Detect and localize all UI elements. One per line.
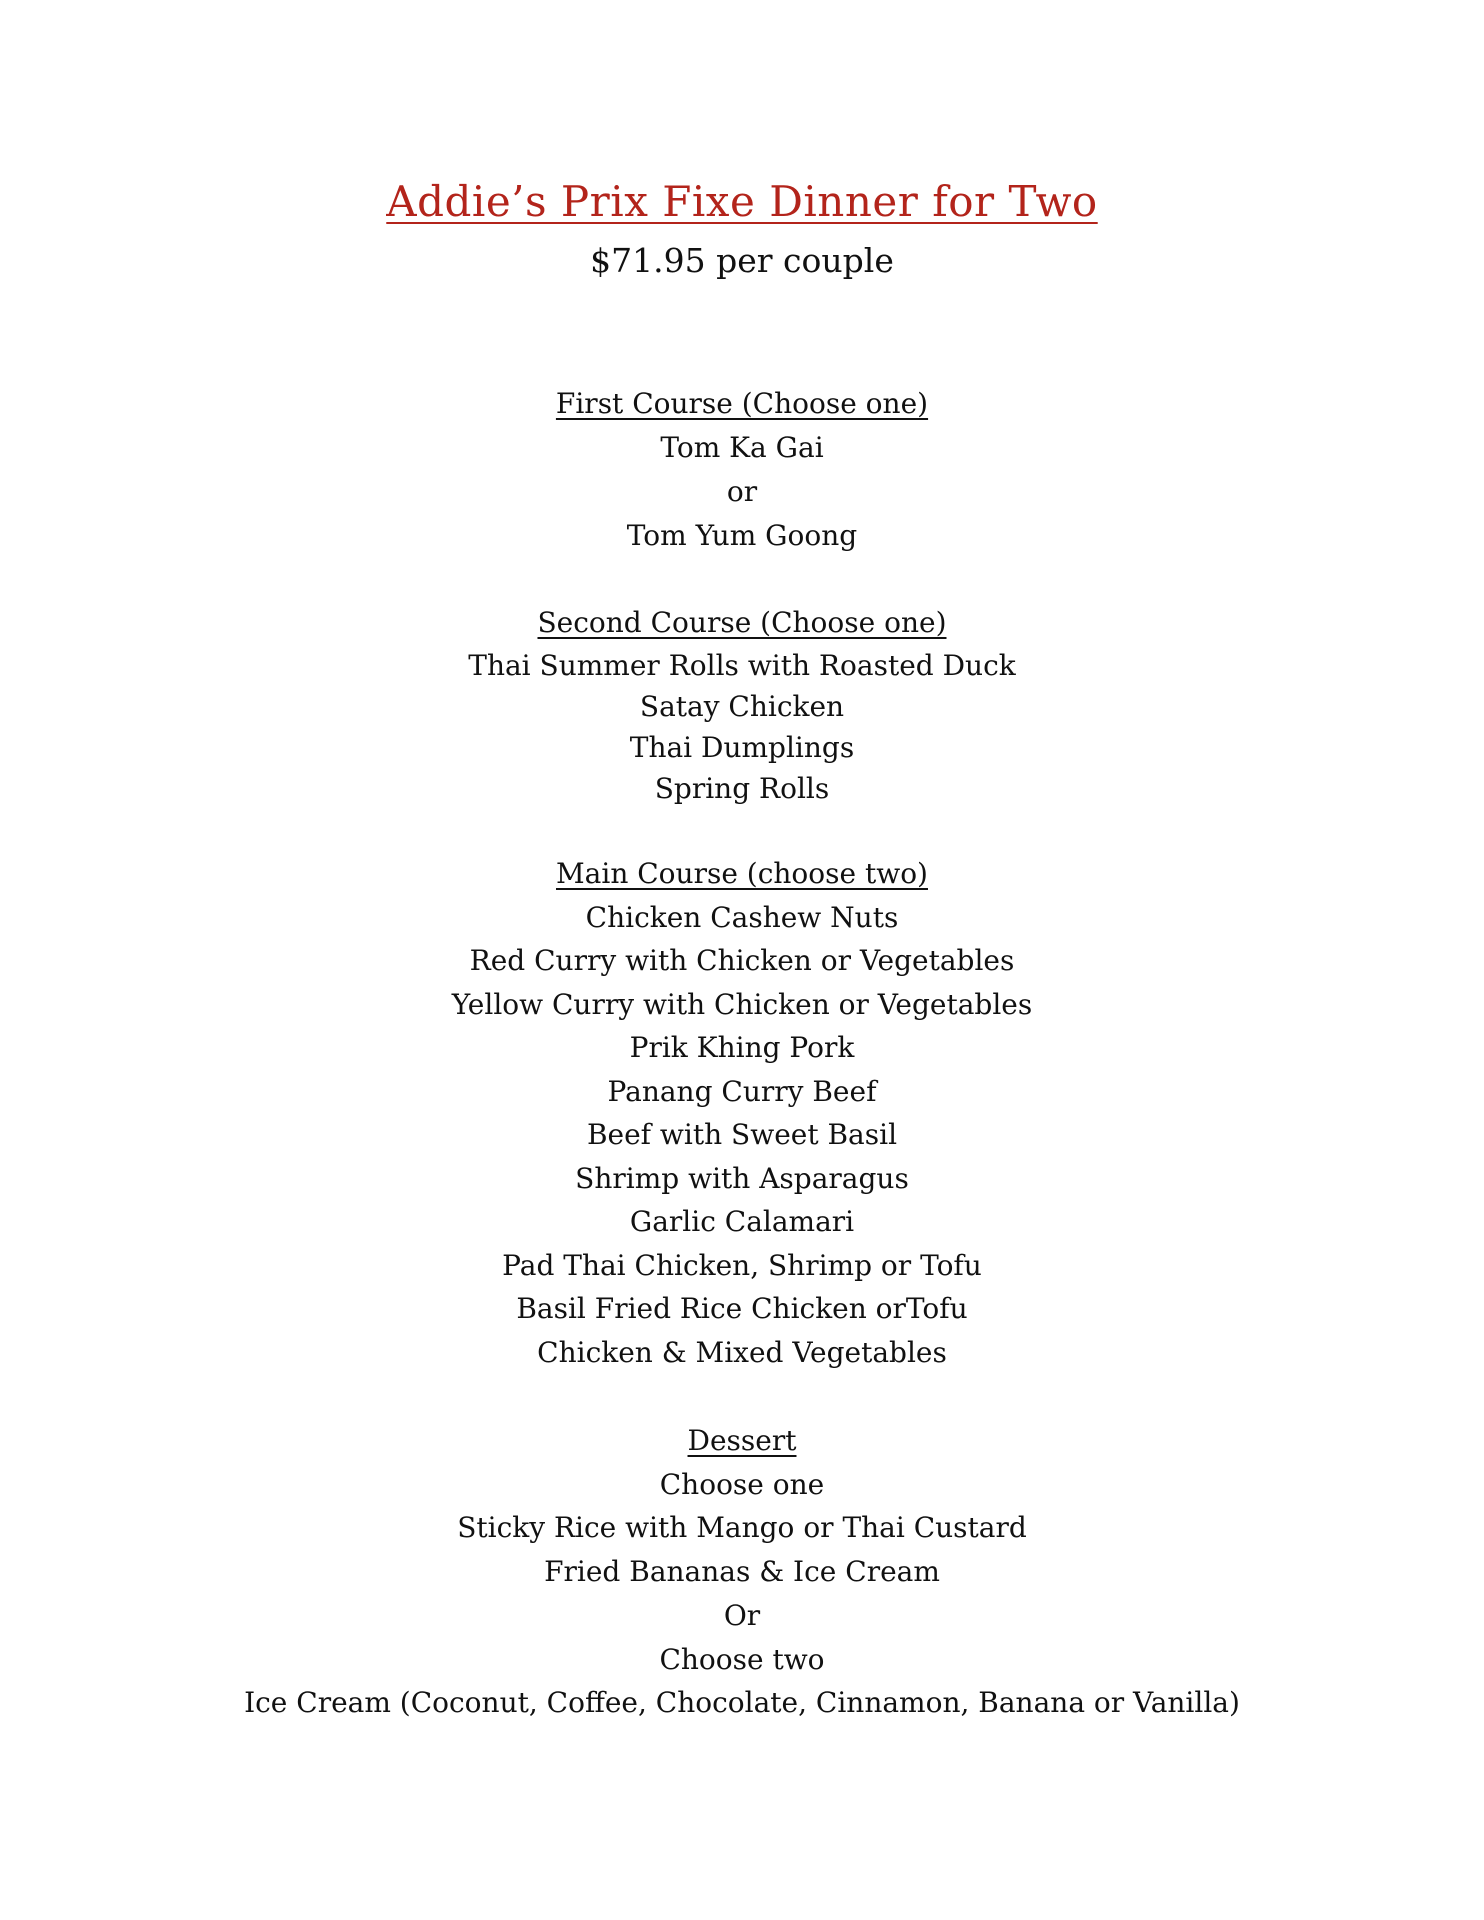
menu-item: Fried Bananas & Ice Cream [544,1555,940,1589]
section-heading: Second Course (Choose one) [537,606,947,639]
menu-item: Sticky Rice with Mango or Thai Custard [457,1511,1027,1545]
menu-item: Prik Khing Pork [629,1031,855,1064]
menu-item: Basil Fried Rice Chicken orTofu [516,1292,968,1325]
menu-title-text: Addie’s Prix Fixe Dinner for Two [386,177,1098,226]
menu-item: Thai Dumplings [629,731,855,764]
menu-item: Tom Yum Goong [626,519,858,552]
menu-item: Pad Thai Chicken, Shrimp or Tofu [502,1248,982,1282]
menu-item: Yellow Curry with Chicken or Vegetables [451,987,1033,1021]
menu-price: $71.95 per couple [590,241,894,280]
menu-item: Choose one [659,1467,825,1501]
menu-item: Thai Summer Rolls with Roasted Duck [468,649,1016,682]
main-course-section [0,852,1484,1374]
menu-item: Shrimp with Asparagus [575,1161,909,1195]
menu-item: Chicken Cashew Nuts [585,900,899,934]
menu-item: Red Curry with Chicken or Vegetables [469,944,1015,977]
menu-item: Spring Rolls [654,772,830,805]
menu-item: Garlic Calamari [629,1205,855,1238]
menu-item: Chicken & Mixed Vegetables [537,1335,947,1369]
menu-item: Or [723,1598,761,1632]
section-heading: Main Course (choose two) [556,857,928,890]
first-course-section [0,382,1484,558]
dessert-section [0,1419,1484,1725]
second-course-section [0,601,1484,809]
menu-item: Satay Chicken [639,690,845,723]
menu-item: Tom Ka Gai [660,431,824,464]
menu-item: or [726,475,758,508]
section-heading: Dessert [687,1424,797,1457]
menu-title [0,176,1484,228]
section-heading: First Course (Choose one) [555,387,929,420]
menu-item: Beef with Sweet Basil [586,1118,898,1151]
menu-item: Panang Curry Beef [607,1074,877,1108]
menu-item: Ice Cream (Coconut, Coffee, Chocolate, Cinnamon, Banana or Vanilla) [244,1686,1240,1720]
menu-item: Choose two [659,1642,825,1676]
